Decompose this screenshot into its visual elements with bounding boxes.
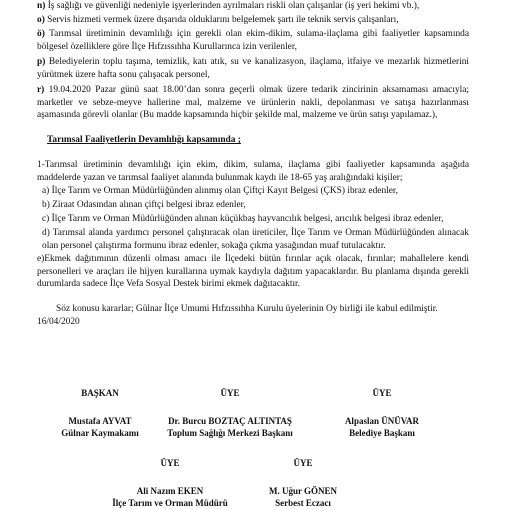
signature-title: Toplum Sağlığı Merkezi Başkanı [167, 428, 293, 438]
signature-name: Alpaslan ÜNÜVAR [344, 416, 420, 426]
section-item-b: b) Ziraat Odasından alınan çiftçi belgesi ibraz edenler, [42, 200, 246, 210]
signature-name: Ali Nazım EKEN [136, 486, 204, 496]
closing-statement: Söz konusu kararlar; Gülnar İlçe Umumi Hıfzıssıhha Kurulu üyelerinin Oy birliği ile kabul edilmiştir. [56, 304, 438, 314]
section-item-a: a) İlçe Tarım ve Orman Müdürlüğünden alınmış olan Çiftçi Kayıt Belgesi (ÇKS) ibraz edenler, [42, 186, 398, 196]
signature-uye-eczaci [238, 457, 368, 509]
signature-role: BAŞKAN [81, 388, 119, 398]
section-intro: 1-Tarımsal üretiminin devamlılığı için ekim, dikim, sulama, ilaçlama gibi faaliyetler kapsamında aşağıda maddelerde yazan ve tarımsal faaliyet alanında bulunmak kaydı ile 18-65 yaş aralığındaki kişiler; [37, 160, 469, 183]
signature-title: Belediye Başkanı [349, 428, 415, 438]
closing-date: 16/04/2020 [37, 317, 80, 327]
signature-role: ÜYE [372, 388, 392, 398]
signature-role: ÜYE [160, 458, 180, 468]
signature-name: Dr. Burcu BOZTAÇ ALTINTAŞ [168, 416, 292, 426]
signature-title: İlçe Tarım ve Orman Müdürü [112, 498, 228, 508]
list-item-n: n) İş sağlığı ve güvenliği nedeniyle işyerlerinden ayrılmaları riskli olan çalışanlar (iş yeri hekimi vb.), [37, 1, 420, 11]
signature-uye-tsm [140, 387, 320, 439]
signature-role: ÜYE [220, 388, 240, 398]
signature-name: M. Uğur GÖNEN [268, 486, 338, 496]
section-heading: Tarımsal Faaliyetlerin Devamlılığı kapsamında ; [47, 135, 241, 145]
signature-name: Mustafa AYVAT [68, 416, 132, 426]
signature-role: ÜYE [293, 458, 313, 468]
list-item-r: r) 19.04.2020 Pazar günü saat 18.00’dan sonra geçerli olmak üzere tedarik zincirinin aksamaması amacıyla; marketler ve sebze-meyve hallerine mal, malzeme ve ürünlerin nakli, depolanması ve satışa hazırlanması aşamasında görevli olanlar (Bu madde kapsamında hiçbir şekilde mal, malzeme ve ürün satışı yapılamaz.), [37, 85, 469, 121]
section-item-c: c) İlçe Tarım ve Orman Müdürlüğünden alınan küçükbaş hayvancılık belgesi, arıcılık belgesi ibraz edenler, [42, 214, 444, 224]
section-item-d: d) Tarımsal alanda yardımcı personel çalıştıracak olan üreticiler, İlçe Tarım ve Orman Müdürlüğünden alınacak olan personel çalıştırma formunu ibraz edenler, sokağa çıkma yasağından muaf tutulacaktır. [42, 228, 469, 251]
signature-title: Serbest Eczacı [275, 498, 331, 508]
list-item-oe: ö) Tarımsal üretiminin devamlılığı için gerekli olan ekim-dikim, sulama-ilaçlama gibi faaliyetler kapsamında bölgesel özelliklere göre İlçe Hıfzıssıhha Kurullarınca izin verilenler, [37, 29, 469, 52]
signature-uye-belediye [312, 387, 452, 439]
signature-title: Gülnar Kaymakamı [61, 428, 139, 438]
list-item-p: p) Belediyelerin toplu taşıma, temizlik, katı atık, su ve kanalizasyon, ilaçlama, itfaiye ve mezarlık hizmetlerini yürütmek üzere hafta sonu çalışacak personel, [37, 57, 469, 80]
list-item-o: o) Servis hizmeti vermek üzere dışarıda olduklarını belgelemek şartı ile teknik servis çalışanları, [37, 15, 399, 25]
signature-uye-tarim [90, 457, 250, 509]
section-item-e: e)Ekmek dağıtımının düzenli olması amacı ile İlçedeki bütün fırınlar açık olacak, fırınlar; mahallelere kendi personelleri ve araçları ile hijyen kurallarına uymak kaydıyla dağıtım yapacaklardır. Bu planlama dışında gerekli durumlarda sadece İlçe Vefa Sosyal Destek birimi ekmek dağıtacaktır. [37, 254, 469, 290]
